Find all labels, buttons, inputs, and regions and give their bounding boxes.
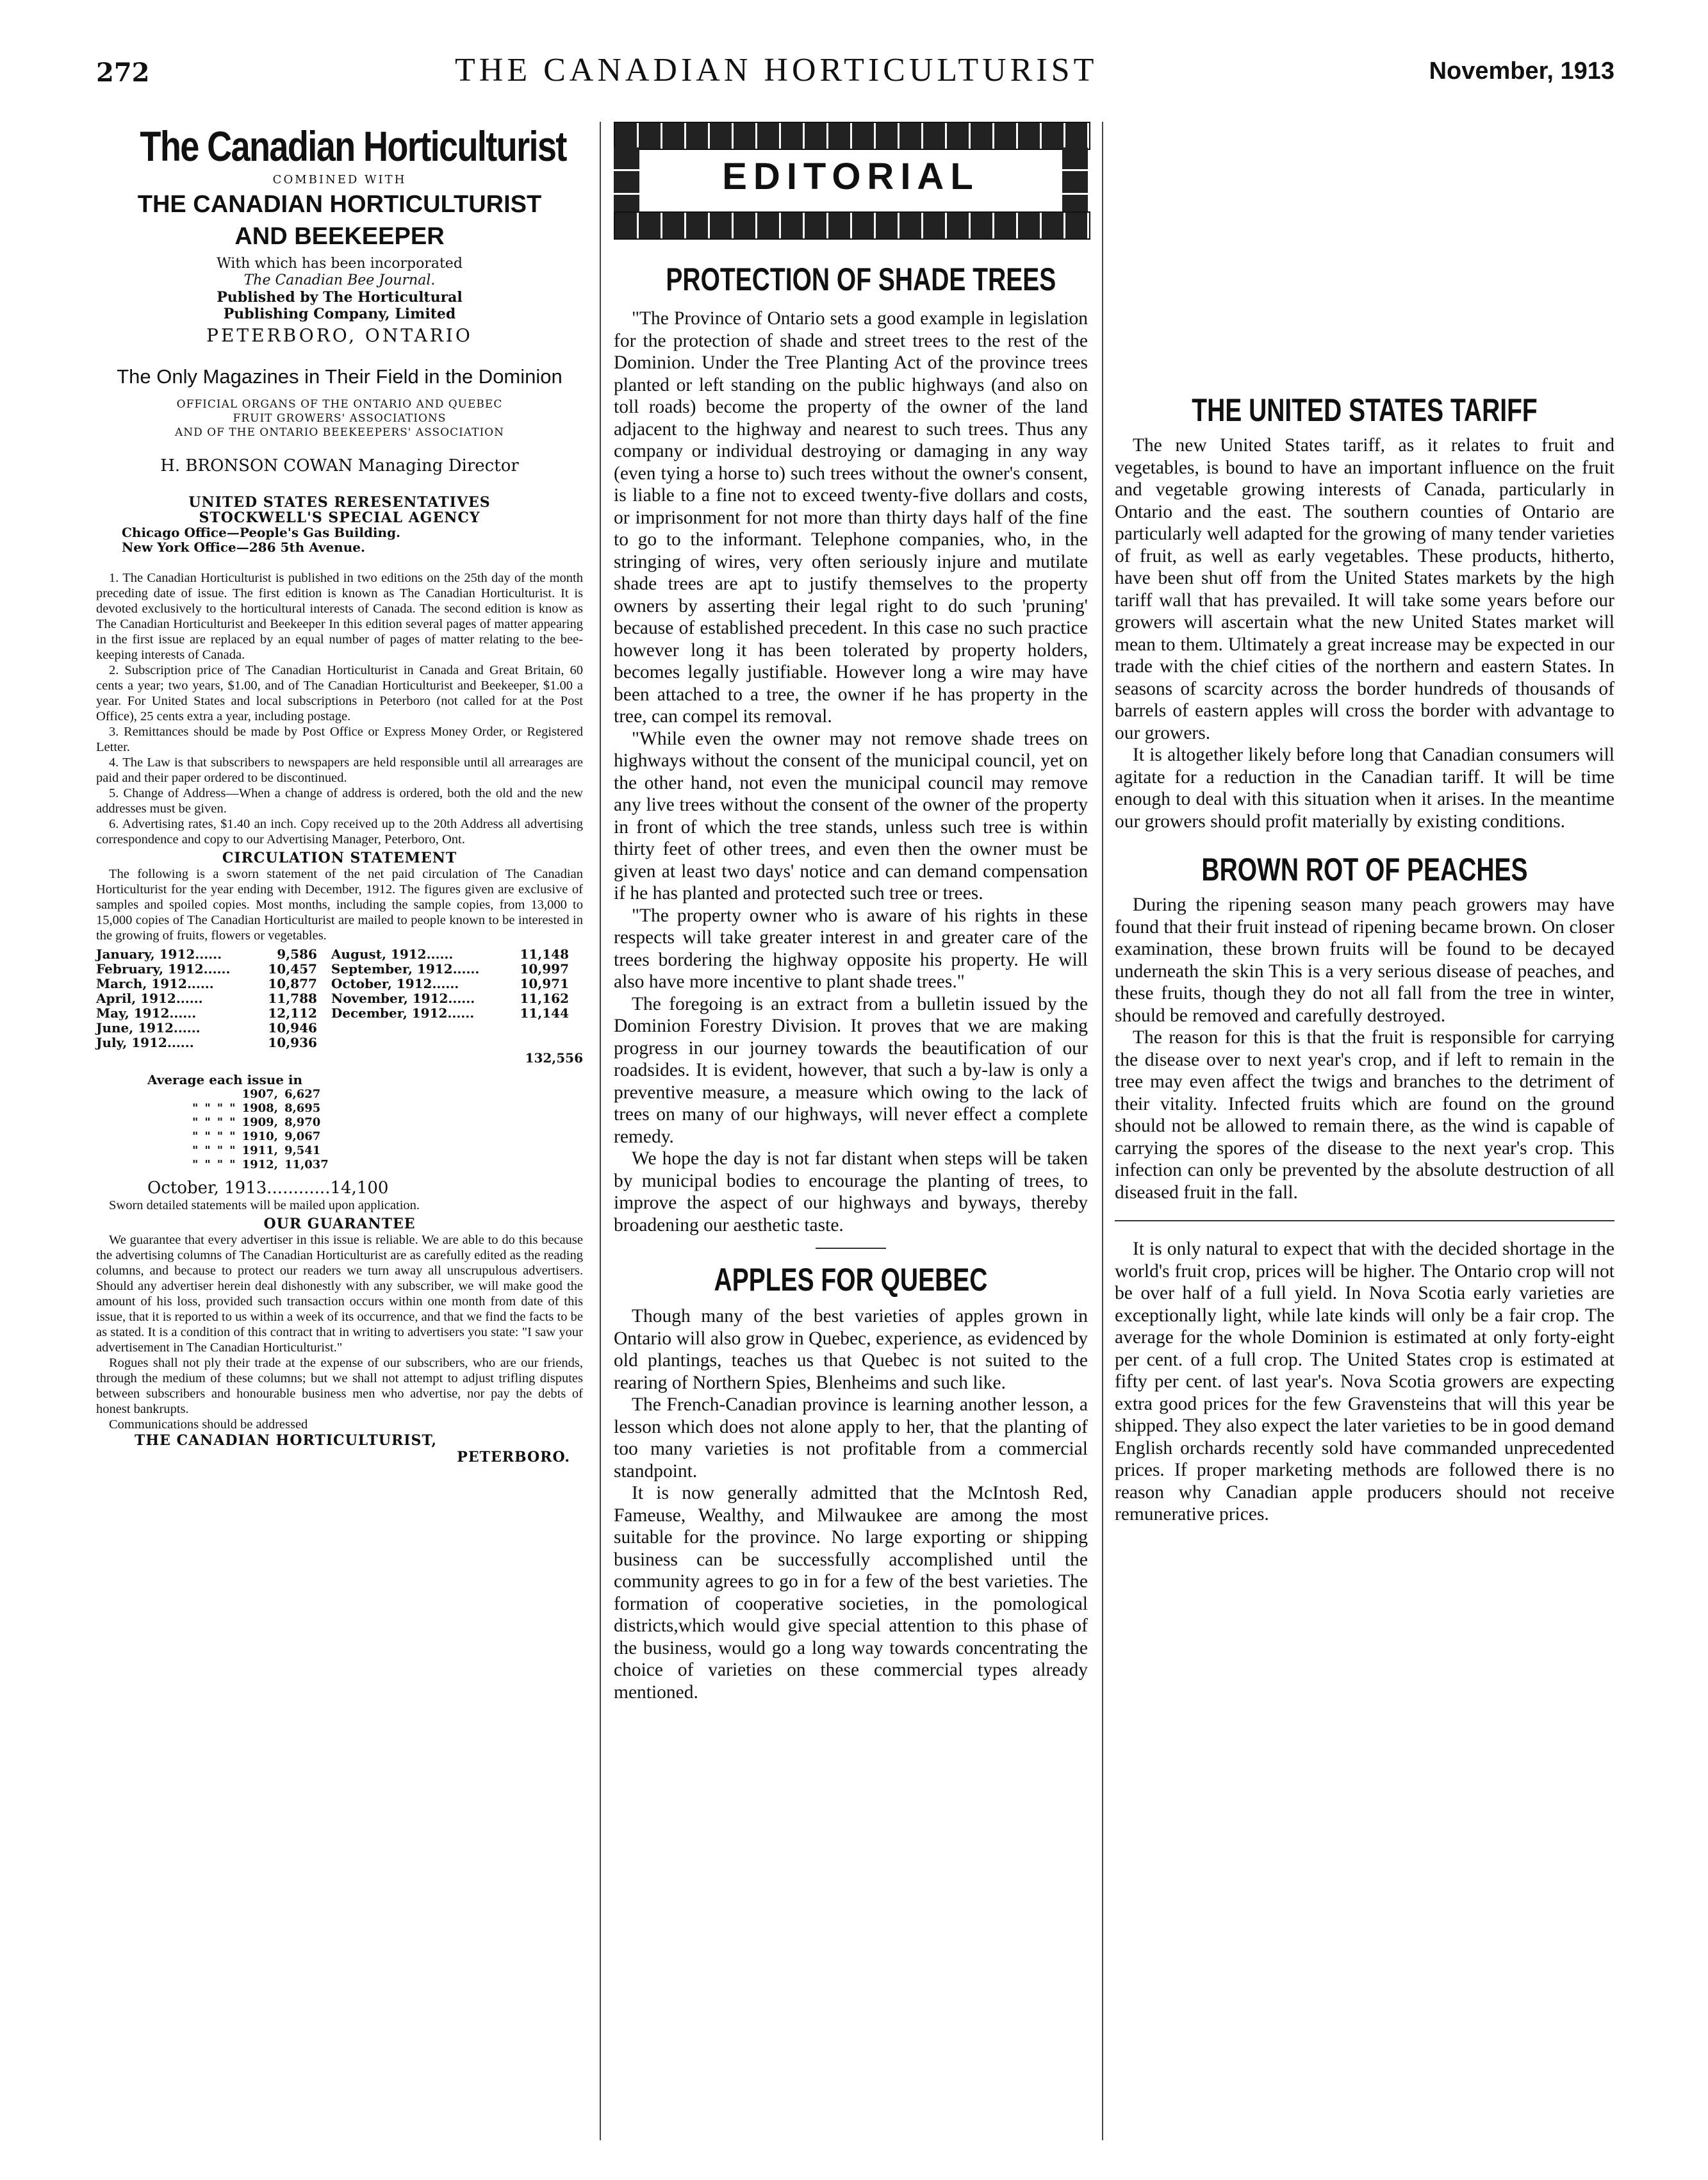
- newyork-office: New York Office—286 5th Avenue.: [122, 540, 365, 555]
- october-1913: October, 1913............14,100: [147, 1178, 389, 1198]
- circulation-row: [96, 1036, 583, 1050]
- average-table: [192, 1087, 335, 1172]
- average-year: 1909,: [242, 1116, 278, 1129]
- circulation-paragraph: The following is a sworn statement of the net paid circulation of The Canadian Horticulturist for the year ending with December, 1912. The figures given are exclusive of samples and spoiled copies. Most months, including the sample copies, from 13,000 to 15,000 copies of The Canadian Horticulturist are mailed to people known to be interested in the growing of fruits, flowers or vegetables.: [96, 867, 583, 943]
- shade-trees-article: [614, 308, 1088, 1236]
- ditto-mark: ": [204, 1158, 211, 1171]
- ditto-mark: ": [192, 1102, 199, 1115]
- average-year: 1911,: [242, 1144, 278, 1157]
- banner-border-right: [1062, 147, 1088, 211]
- notices: [96, 570, 583, 847]
- tariff-heading: THE UNITED STATES TARIFF: [1192, 392, 1538, 428]
- average-row: [192, 1130, 335, 1144]
- average-row: [192, 1087, 335, 1102]
- circulation-heading: CIRCULATION STATEMENT: [222, 850, 457, 866]
- section-rule: [816, 1248, 886, 1249]
- prices-article: [1115, 1238, 1614, 1526]
- month-value: 11,148: [520, 946, 569, 962]
- masthead-city: PETERBORO, ONTARIO: [206, 325, 473, 346]
- apples-p3: It is now generally admitted that the McIntosh Red, Fameuse, Wealthy, and Milwaukee are among the most suitable for the province. No large exporting or shipping business can be successfully accomplished until the community agrees to go in for a few of the best varieties. The formation of cooperative societies, in the pomological districts,which would give special attention to this phase of the business, would go a long way towards concentrating the choice of varieties on these commercial types already mentioned.: [614, 1483, 1088, 1703]
- notice-3: 3. Remittances should be made by Post Office or Express Money Order, or Registered Letter.: [96, 725, 583, 754]
- average-row: [192, 1116, 335, 1130]
- month-label: October, 1912......: [331, 976, 459, 991]
- ditto-mark: ": [229, 1158, 236, 1171]
- average-value: 9,541: [284, 1144, 321, 1157]
- banner-border-top: [614, 122, 1090, 150]
- average-year: 1912,: [242, 1158, 278, 1171]
- average-year: 1908,: [242, 1102, 278, 1115]
- month-label: [331, 1021, 508, 1036]
- month-value: 10,877: [268, 976, 317, 991]
- shade-trees-p1: "The Province of Ontario sets a good example in legislation for the protection of shade and street trees to the rest of the Dominion. Under the Tree Planting Act of the province trees planted or left standing on the public highways (and also on toll roads) become the property of the owner of the land adjacent to the highway and nearest to such trees. Thus any company or individual destroying or damaging in any way (even tying a horse to) such trees without the owner's consent, is liable to a fine not to exceed twenty-five dollars and costs, or imprisonment for not more than thirty days half of the fine to go to the informant. Telephone companies, who, in the stringing of wires, very often seriously injure and mutilate shade trees are apt to justify themselves to the property owners by asserting their legal right to do such 'pruning' because of established precedent. In this case no such practice however long it has been tolerated by property holders, becomes legally justifiable. However long a wire may have been attached to a tree, the owner if he has property in the tree, can compel its removal.: [614, 308, 1088, 727]
- notice-1: 1. The Canadian Horticulturist is published in two editions on the 25th day of the month preceding date of issue. The first edition is known as The Canadian Horticulturist. It is devoted exclusively to the horticultural interests of Canada. The second edition is know as The Canadian Horticulturist and Beekeeper In this edition several pages of matter appearing in the first issue are replaced by an equal number of pages of matter relating to the bee-keeping interests of Canada.: [96, 571, 583, 662]
- ditto-mark: ": [217, 1144, 224, 1157]
- month-value: 12,112: [268, 1005, 317, 1021]
- journal-title: THE CANADIAN HORTICULTURIST: [455, 52, 1098, 88]
- average-row: [192, 1144, 335, 1158]
- month-label: April, 1912......: [96, 991, 203, 1006]
- editorial-banner: [614, 122, 1088, 256]
- tariff-p1: The new United States tariff, as it relates to fruit and vegetables, is bound to have an important influence on the fruit and vegetable growing interests of Canada, particularly in Ontario and the east. The southern counties of Ontario are particularly well adapted for the growing of many tender varieties of fruit, as well as early vegetables. These products, hitherto, have been shut off from the United States markets by the high tariff wall that has prevailed. It will take some years before our growers will ascertain what the new United States market will mean to them. Ultimately a great increase may be expected in our trade with the chief cities of the northern and eastern States. In seasons of scarcity across the border hundreds of thousands of barrels of eastern apples will cross the border with advantage to our growers.: [1115, 435, 1614, 743]
- ditto-mark: ": [229, 1144, 236, 1157]
- circulation-row: [96, 991, 583, 1006]
- month-value: 10,457: [268, 961, 317, 977]
- ditto-mark: ": [229, 1130, 236, 1143]
- circulation-row: [96, 1021, 583, 1036]
- masthead-subtitle-1: THE CANADIAN HORTICULTURIST: [137, 191, 542, 218]
- ditto-mark: ": [217, 1130, 224, 1143]
- editorial-banner-text: EDITORIAL: [722, 156, 980, 197]
- ditto-mark: ": [229, 1102, 236, 1115]
- average-row: [192, 1158, 335, 1172]
- third-column: [1115, 122, 1614, 1526]
- circulation-table: [96, 947, 583, 1050]
- apples-article: [614, 1305, 1088, 1703]
- brown-rot-heading: BROWN ROT OF PEACHES: [1201, 852, 1528, 888]
- month-value: 10,997: [520, 961, 569, 977]
- month-label: January, 1912......: [96, 946, 222, 962]
- month-label: March, 1912......: [96, 976, 214, 991]
- incorporated-line-2: The Canadian Bee Journal.: [243, 272, 436, 288]
- month-label: December, 1912......: [331, 1005, 475, 1021]
- ditto-mark: [217, 1087, 229, 1102]
- prices-p1: It is only natural to expect that with the decided shortage in the world's fruit crop, prices will be higher. The Ontario crop will not be over half of a full yield. In Nova Scotia early varieties are exceptionally light, while late kinds will only be a fair crop. The average for the whole Dominion is estimated at only forty-eight per cent. of a full crop. The United States crop is estimated at fifty per cent. of last year's. Nova Scotia growers are expecting extra good prices for the few Gravensteins that will this year be shipped. They also expect the later varieties to be in good demand English orchards recently sold have commanded unprecedented prices. If proper marketing methods are followed there is no reason why Canadian apple producers should not receive remunerative prices.: [1115, 1239, 1614, 1524]
- ditto-mark: ": [217, 1116, 224, 1129]
- month-value: 9,586: [277, 946, 317, 962]
- month-label: November, 1912......: [331, 991, 475, 1006]
- ditto-mark: ": [229, 1116, 236, 1129]
- month-value: 11,788: [268, 991, 317, 1006]
- publisher-line-1: Published by The Horticultural: [217, 289, 463, 306]
- ditto-mark: ": [192, 1116, 199, 1129]
- official-organs-1: OFFICIAL ORGANS OF THE ONTARIO AND QUEBEC: [176, 398, 503, 411]
- shade-trees-p4: The foregoing is an extract from a bulletin issued by the Dominion Forestry Division. It proves that we are making progress in our journey towards the beautification of our roadsides. It is evident, however, that such a by-law is only a preventive measure, a measure which owing to the lack of trees on many of our highways, will never effect a complete remedy.: [614, 993, 1088, 1147]
- sworn-statement: [96, 1198, 583, 1213]
- masthead-subtitle-2: AND BEEKEEPER: [234, 223, 445, 250]
- ditto-mark: [204, 1087, 217, 1102]
- guarantee-paragraph-2: Rogues shall not ply their trade at the expense of our subscribers, who are our friends, through the medium of these columns; but we shall not attempt to adjust trifling disputes between subscribers and honourable business men who advertise, nor pay the debts of honest bankrupts.: [96, 1356, 583, 1416]
- ditto-mark: ": [192, 1144, 199, 1157]
- circulation-total: 132,556: [525, 1050, 583, 1066]
- notice-6: 6. Advertising rates, $1.40 an inch. Copy received up to the 20th Address all advertising correspondence and copy to our Advertising Manager, Peterboro, Ont.: [96, 817, 583, 846]
- month-value: 11,162: [520, 991, 569, 1006]
- month-label: August, 1912......: [331, 946, 454, 962]
- special-agency: STOCKWELL'S SPECIAL AGENCY: [199, 509, 480, 526]
- ditto-mark: ": [204, 1144, 211, 1157]
- month-label: May, 1912......: [96, 1005, 197, 1021]
- shade-trees-p2: "While even the owner may not remove shade trees on highways without the consent of the municipal council, yet on the other hand, not even the municipal council may remove any live trees without the consent of the owner of the property in front of which the tree stands, unless such tree is within thirty feet of other trees, and even then the owner must be given at least two days' notice and can demand compensation if he has planted and protected such tree or trees.: [614, 728, 1088, 904]
- tariff-article: [1115, 434, 1614, 832]
- month-label: July, 1912......: [96, 1035, 194, 1050]
- month-label: February, 1912......: [96, 961, 231, 977]
- ditto-mark: ": [217, 1158, 224, 1171]
- average-value: 11,037: [284, 1158, 329, 1171]
- month-value: 10,936: [268, 1035, 317, 1050]
- average-value: 8,970: [284, 1116, 321, 1129]
- guarantee-heading: OUR GUARANTEE: [263, 1216, 416, 1232]
- running-head: [96, 51, 1614, 103]
- average-value: 8,695: [284, 1102, 321, 1115]
- address-line-1: THE CANADIAN HORTICULTURIST,: [135, 1432, 438, 1449]
- shade-trees-p5: We hope the day is not far distant when steps will be taken by municipal bodies to encourage the planting of trees, to improve the aspect of our highways and byways, thereby broadening our aesthetic taste.: [614, 1148, 1088, 1235]
- ditto-mark: ": [192, 1130, 199, 1143]
- banner-border-bottom: [614, 211, 1090, 240]
- ditto-mark: ": [204, 1130, 211, 1143]
- masthead-title: The Canadian Horticulturist: [140, 122, 566, 170]
- issue-date: November, 1913: [1429, 58, 1614, 85]
- address-line-2: PETERBORO.: [457, 1449, 570, 1466]
- tariff-p2: It is altogether likely before long that Canadian consumers will agitate for a reduction in the Canadian tariff. It will be time enough to deal with this situation when it arises. In the meantime our growers should profit materially by existing conditions.: [1115, 745, 1614, 832]
- notice-2: 2. Subscription price of The Canadian Horticulturist in Canada and Great Britain, 60 cents a year; two years, $1.00, and of The Canadian Horticulturist and Beekeeper, $1.00 a year. For United States and local subscriptions in Peterboro (not called for at the Post Office), 25 cents extra a year, including postage.: [96, 663, 583, 723]
- only-magazines: The Only Magazines in Their Field in the Dominion: [117, 365, 562, 388]
- average-year: 1907,: [242, 1087, 278, 1101]
- page-number: 272: [96, 58, 150, 88]
- notice-5: 5. Change of Address—When a change of address is ordered, both the old and the new addresses must be given.: [96, 786, 583, 816]
- shade-trees-p3: "The property owner who is aware of his rights in these respects will take greater interest in and greater care of the trees bordering the highway opposite his property. He will also have more incentive to plant shade trees.": [614, 905, 1088, 992]
- brown-rot-p2: The reason for this is that the fruit is responsible for carrying the disease over to next year's crop, and if left to remain in the tree may even affect the twigs and branches to the detriment of their vitality. Infected fruits which are found on the ground should not be allowed to remain there, as the wind is capable of carrying the spores of the disease to the next year's crop. This infection can only be prevented by the absolute destruction of all diseased fruit in the fall.: [1115, 1027, 1614, 1203]
- circulation-row: [96, 977, 583, 991]
- masthead-combined: COMBINED WITH: [272, 173, 407, 186]
- sworn-text: Sworn detailed statements will be mailed upon application.: [109, 1198, 420, 1212]
- column-rule-2: [1102, 122, 1103, 2140]
- communications-line: Communications should be addressed: [109, 1417, 308, 1432]
- month-value: [508, 1036, 583, 1050]
- guarantee-text: [96, 1232, 583, 1432]
- apples-p1: Though many of the best varieties of apples grown in Ontario will also grow in Quebec, experience, as evidenced by old plantings, teaches us that Quebec is not suited to the rearing of Northern Spies, Blenheims and such like.: [614, 1306, 1088, 1393]
- average-row: [192, 1102, 335, 1116]
- month-value: 11,144: [520, 1005, 569, 1021]
- guarantee-paragraph-1: We guarantee that every advertiser in this issue is reliable. We are able to do this because the advertising columns of The Canadian Horticulturist are as carefully edited as the reading columns, and because to protect our readers we turn away all unscrupulous advertisers. Should any advertiser herein deal dishonestly with any subscriber, we will make good the amount of his loss, provided such transaction occurs within one month from date of this issue, that it is reported to us within a week of its occurrence, and that we find the facts to be as stated. It is a condition of this contract that in writing to advertisers you state: "I saw your advertisement in The Canadian Horticulturist.": [96, 1233, 583, 1355]
- average-heading: Average each issue in: [147, 1072, 303, 1087]
- circulation-row: [96, 1006, 583, 1021]
- publisher-line-2: Publishing Company, Limited: [223, 306, 456, 322]
- ditto-mark: ": [192, 1158, 199, 1171]
- ditto-mark: [192, 1087, 204, 1102]
- average-value: 9,067: [284, 1130, 321, 1143]
- month-value: [508, 1021, 583, 1036]
- ditto-mark: ": [204, 1102, 211, 1115]
- apples-p2: The French-Canadian province is learning another lesson, a lesson which does not alone apply to her, that the planting of too many varieties is not profitable from a commercial standpoint.: [614, 1394, 1088, 1482]
- month-label: September, 1912......: [331, 961, 480, 977]
- ditto-mark: ": [217, 1102, 224, 1115]
- us-representatives: UNITED STATES RERESENTATIVES: [188, 494, 491, 511]
- column-rule-1: [600, 122, 601, 2140]
- ditto-mark: ": [204, 1116, 211, 1129]
- ditto-mark: [229, 1087, 242, 1102]
- section-rule-long: [1115, 1220, 1614, 1221]
- average-value: 6,627: [284, 1087, 321, 1101]
- official-organs-2: FRUIT GROWERS' ASSOCIATIONS: [233, 412, 447, 425]
- notice-4: 4. The Law is that subscribers to newspapers are held responsible until all arrearages are paid and their paper ordered to be discontinued.: [96, 756, 583, 785]
- incorporated-line-1: With which has been incorporated: [217, 256, 463, 272]
- masthead-column: [96, 122, 583, 1466]
- circulation-row: [96, 962, 583, 977]
- circulation-row: [96, 947, 583, 962]
- managing-director: H. BRONSON COWAN Managing Director: [160, 456, 519, 475]
- circulation-text: [96, 866, 583, 943]
- chicago-office: Chicago Office—People's Gas Building.: [122, 525, 401, 540]
- month-value: 10,971: [520, 976, 569, 991]
- shade-trees-heading: PROTECTION OF SHADE TREES: [666, 261, 1056, 297]
- apples-heading: APPLES FOR QUEBEC: [714, 1262, 988, 1298]
- brown-rot-p1: During the ripening season many peach growers may have found that their fruit instead of ripening became brown. On closer examination, these brown fruits will be found to be decayed underneath the skin This is a very serious disease of peaches, and these fruits, though they do not all fall from the tree in winter, should be removed and carefully destroyed.: [1115, 895, 1614, 1026]
- month-label: June, 1912......: [96, 1020, 201, 1036]
- editorial-column: [614, 122, 1088, 1703]
- banner-border-left: [614, 147, 639, 211]
- brown-rot-article: [1115, 894, 1614, 1203]
- month-value: 10,946: [268, 1020, 317, 1036]
- page: [96, 51, 1614, 2159]
- average-year: 1910,: [242, 1130, 278, 1143]
- official-organs-3: AND OF THE ONTARIO BEEKEEPERS' ASSOCIATION: [175, 426, 504, 439]
- month-label: [331, 1036, 508, 1050]
